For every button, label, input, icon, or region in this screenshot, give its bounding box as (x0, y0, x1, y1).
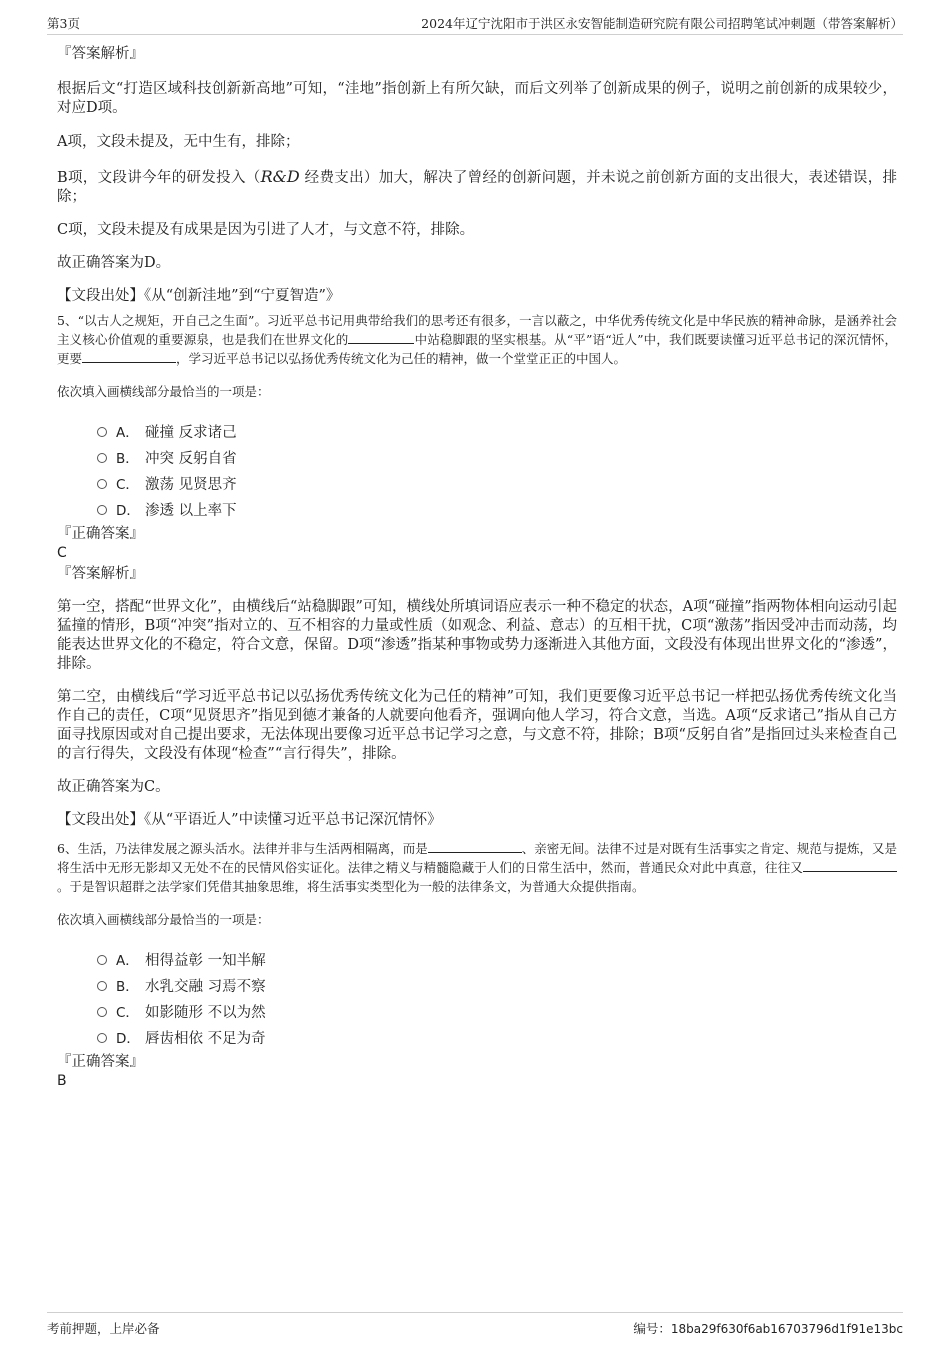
text-span: 。于是智识超群之法学家们凭借其抽象思维，将生活事实类型化为一般的法律条文，为普通大众提供指南。 (57, 879, 645, 894)
document-title: 2024年辽宁沈阳市于洪区永安智能制造研究院有限公司招聘笔试冲刺题（带答案解析） (421, 16, 903, 31)
fill-blank (82, 349, 176, 363)
analysis-mark: 『答案解析』 (57, 566, 144, 582)
fill-blank (348, 330, 414, 344)
text-span: 6、生活，乃法律发展之源头活水。法律并非与生活两相隔离，而是 (57, 841, 428, 856)
analysis-paragraph: 第二空，由横线后“学习近平总书记以弘扬优秀传统文化为己任的精神”可知，我们更要像习近平总书记一样把弘扬优秀传统文化当作自己的责任，C项“见贤思齐”指见到德才兼备的人就要向他看齐，强调向他人学习，符合文意，当选。A项“反求诸己”指从自己方面寻找原因或对自己提出要求，无法体现出要像习近平总书记学习之意，与文意不符，排除；B项“反躬自省”是指回过头来检查自己的言行得失，文段没有体现“检查”“言行得失”，排除。 (57, 689, 897, 762)
text-span: B项，文段讲今年的研发投入（ (57, 170, 261, 186)
question-stem (57, 839, 897, 896)
option-b[interactable] (57, 972, 897, 998)
text-span: 5、“以古人之规矩，开自己之生面”。习近平总书记用典带给我们的思考还有很多，一言以蔽之，中华优秀传统文化是中华民族的精神命脉，是涵养社会主义核心价值观的重要源泉，也是我们在世界文化的 (57, 313, 897, 347)
math-expression: R&D (260, 167, 300, 186)
option-letter: A． (116, 953, 139, 969)
analysis-paragraph (57, 167, 897, 207)
page-content (57, 44, 897, 1090)
option-text: 激荡 见贤思齐 (145, 476, 237, 493)
page-footer (47, 1312, 903, 1337)
analysis-paragraph: A项，文段未提及，无中生有，排除； (57, 134, 300, 150)
radio-button[interactable] (97, 427, 107, 437)
option-b[interactable] (57, 444, 897, 470)
question-stem (57, 311, 897, 368)
option-text: 水乳交融 习焉不察 (145, 978, 266, 995)
option-text: 渗透 以上率下 (145, 502, 237, 519)
analysis-paragraph: 根据后文“打造区域科技创新新高地”可知，“洼地”指创新上有所欠缺，而后文列举了创新成果的例子，说明之前创新的成果较少，对应D项。 (57, 81, 897, 116)
option-letter: D． (116, 1031, 140, 1047)
option-d[interactable] (57, 496, 897, 522)
radio-button[interactable] (97, 981, 107, 991)
option-d[interactable] (57, 1024, 897, 1050)
fill-blank (428, 839, 522, 853)
option-letter: C． (116, 477, 139, 493)
analysis-mark: 『答案解析』 (57, 46, 144, 62)
radio-button[interactable] (97, 479, 107, 489)
radio-button[interactable] (97, 505, 107, 515)
analysis-paragraph: C项，文段未提及有成果是因为引进了人才，与文意不符，排除。 (57, 222, 475, 238)
page-number: 第3页 (47, 16, 80, 31)
page-header (47, 14, 903, 35)
option-text: 如影随形 不以为然 (145, 1004, 266, 1021)
option-list (57, 418, 897, 522)
option-text: 碰撞 反求诸己 (145, 424, 237, 441)
analysis-paragraph: 第一空，搭配“世界文化”，由横线后“站稳脚跟”可知，横线处所填词语应表示一种不稳定的状态，A项“碰撞”指两物体相向运动引起猛撞的情形，B项“冲突”指对立的、互不相容的力量或性质（如观念、利益、意志）的互相干扰，C项“激荡”指因受冲击而动荡，均能表达世界文化的不稳定，符合文意，保留。D项“渗透”指某种事物或势力逐渐进入其他方面，文段没有体现出世界文化的“渗透”，排除。 (57, 599, 897, 672)
analysis-conclusion: 故正确答案为D。 (57, 255, 171, 271)
option-letter: B． (116, 979, 139, 995)
text-span: 经费支出）加大，解决了曾经的创新问题，并未说之前创新方面的支出很大，表述错误，排除； (57, 170, 898, 205)
option-c[interactable] (57, 998, 897, 1024)
correct-answer: B (57, 1073, 67, 1089)
option-c[interactable] (57, 470, 897, 496)
option-letter: A． (116, 425, 139, 441)
code-value: 18ba29f630f6ab16703796d1f91e13bc (670, 1322, 903, 1336)
option-text: 冲突 反躬自省 (145, 450, 237, 467)
question-prompt: 依次填入画横线部分最恰当的一项是： (57, 912, 270, 927)
option-letter: D． (116, 503, 140, 519)
footer-slogan: 考前押题，上岸必备 (47, 1321, 160, 1336)
radio-button[interactable] (97, 955, 107, 965)
radio-button[interactable] (97, 1033, 107, 1043)
code-label: 编号： (633, 1321, 671, 1336)
analysis-conclusion: 故正确答案为C。 (57, 779, 170, 795)
question-prompt: 依次填入画横线部分最恰当的一项是： (57, 384, 270, 399)
option-text: 相得益彰 一知半解 (145, 952, 266, 969)
radio-button[interactable] (97, 1007, 107, 1017)
radio-button[interactable] (97, 453, 107, 463)
option-text: 唇齿相依 不足为奇 (145, 1030, 266, 1047)
source-citation: 【文段出处】《从“创新洼地”到“宁夏智造”》 (57, 288, 341, 304)
document-code (633, 1319, 903, 1337)
text-span: 、亲密无间。法律不过是对既有生活事实之肯定、规范与提炼，又是将生活中无形无影却又无处不在的民情风俗实证化。法律之精义与精髓隐藏于人们的日常生活中，然而，普通民众对此中真意，往往又 (57, 841, 897, 875)
option-list (57, 946, 897, 1050)
answer-mark: 『正确答案』 (57, 1054, 144, 1070)
option-letter: C． (116, 1005, 139, 1021)
correct-answer: C (57, 545, 67, 561)
fill-blank (803, 858, 897, 872)
source-citation: 【文段出处】《从“平语近人”中读懂习近平总书记深沉情怀》 (57, 812, 442, 828)
option-letter: B． (116, 451, 139, 467)
answer-mark: 『正确答案』 (57, 526, 144, 542)
text-span: ，学习近平总书记以弘扬优秀传统文化为己任的精神，做一个堂堂正正的中国人。 (176, 351, 627, 366)
text-span: 中站稳脚跟的坚实根基。从“平”语“近人”中，我们既要读懂习近平总书记的深沉情怀，更要 (57, 332, 897, 366)
option-a[interactable] (57, 418, 897, 444)
option-a[interactable] (57, 946, 897, 972)
